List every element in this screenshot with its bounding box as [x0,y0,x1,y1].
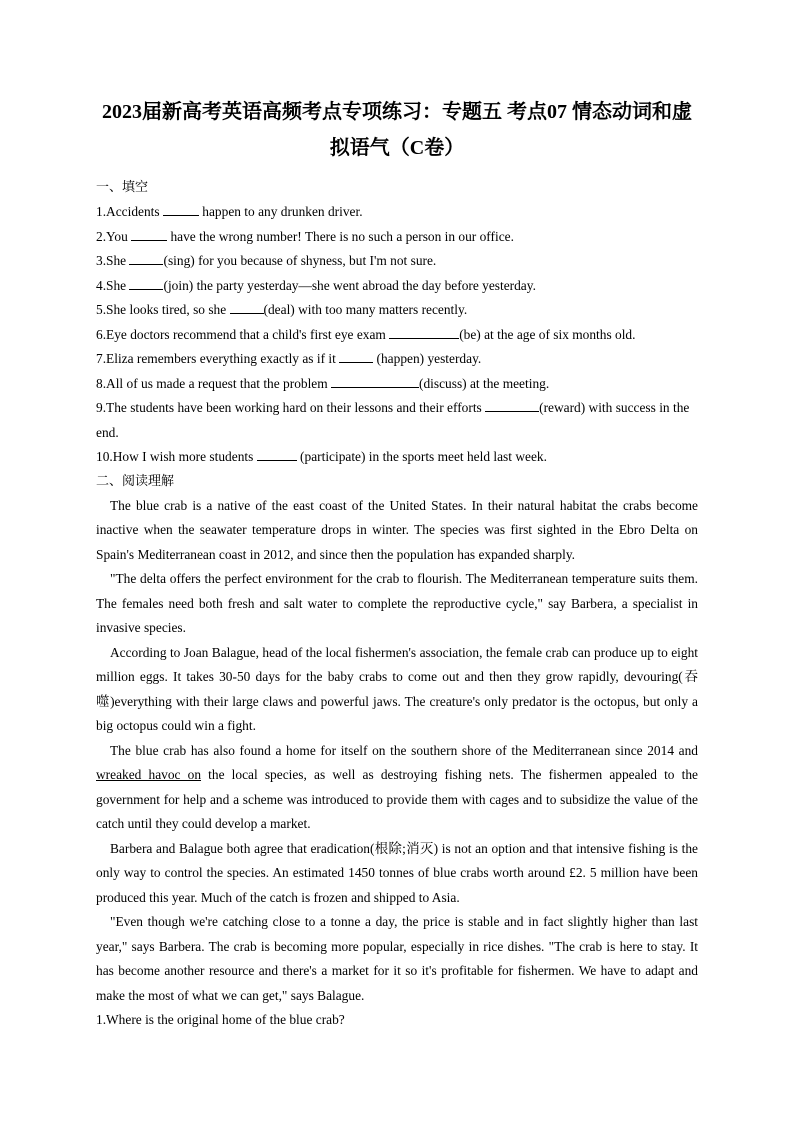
passage-paragraph: The blue crab has also found a home for itself on the southern shore of the Mediterranean since 2014 and wreaked havoc on the local species, as well as destroying fishing nets. The fishermen appealed to the government for help and a scheme was introduced to provide them with cages and to subsidize the value of the catch until they could develop a market. [96,742,698,831]
reading-question: 1.Where is the original home of the blue crab? [96,1012,345,1027]
title-line-2: 拟语气（C卷） [329,137,465,159]
fill-question: 4.She (join) the party yesterday—she went abroad the day before yesterday. [96,277,536,293]
passage-paragraph: According to Joan Balague, head of the local fishermen's association, the female crab can produce up to eight million eggs. It takes 30-50 days for the baby crabs to come out and then they grow rapidly, devouring(吞噬)everything with their large claws and powerful jaws. The creature's only predator is the octopus, but only a big octopus could win a fight. [96,644,698,733]
answer-blank[interactable] [389,326,459,339]
answer-blank[interactable] [131,228,167,241]
passage-paragraph: The blue crab is a native of the east coast of the United States. In their natural habitat the crabs become inactive when the seawater temperature drops in winter. The species was first sighted in the Ebro Delta on Spain's Mediterranean coast in 2012, and since then the population has expanded sharply. [96,497,698,562]
fill-question: 3.She (sing) for you because of shyness, but I'm not sure. [96,253,437,268]
passage-paragraph: "The delta offers the perfect environment for the crab to flourish. The Mediterranean temperature suits them. The females need both fresh and salt water to complete the reproductive cycle," say Barbera, a specialist in invasive species. [96,571,698,635]
fill-question: 9.The students have been working hard on their lessons and their efforts (reward) with success in the end. [96,400,690,440]
title-line-1: 2023届新高考英语高频考点专项练习：专题五 考点07 情态动词和虚 [102,101,692,123]
answer-blank[interactable] [339,350,373,363]
answer-blank[interactable] [257,448,297,461]
answer-blank[interactable] [230,301,264,314]
fill-question: 8.All of us made a request that the problem (discuss) at the meeting. [96,375,550,391]
answer-blank[interactable] [129,252,163,265]
underlined-phrase: wreaked havoc on [96,767,202,782]
section-heading-fill: 一、填空 [96,180,149,195]
passage-paragraph: Barbera and Balague both agree that eradication(根除;消灭) is not an option and that intensive fishing is the only way to control the species. An estimated 1450 tonnes of blue crabs worth around £2. 5 million have been produced this year. Much of the catch is frozen and shipped to Asia. [96,840,698,905]
section-heading-reading: 二、阅读理解 [96,473,175,489]
fill-question: 10.How I wish more students (participate) in the sports meet held last week. [96,449,547,464]
fill-question: 5.She looks tired, so she (deal) with too many matters recently. [96,302,468,317]
document-title [96,94,698,166]
answer-blank[interactable] [129,277,163,290]
answer-blank[interactable] [163,203,199,216]
fill-question: 7.Eliza remembers everything exactly as if it (happen) yesterday. [96,351,482,366]
answer-blank[interactable] [331,375,419,388]
fill-question: 6.Eye doctors recommend that a child's first eye exam (be) at the age of six months old. [96,326,636,342]
fill-question: 1.Accidents happen to any drunken driver. [96,204,363,219]
fill-question: 2.You have the wrong number! There is no such a person in our office. [96,228,514,244]
passage-paragraph: "Even though we're catching close to a tonne a day, the price is stable and in fact slightly higher than last year," says Barbera. The crab is becoming more popular, especially in rice dishes. "The crab is here to stay. It has become another resource and there's a market for it so it's profitable for fishermen. We have to adapt and make the most of what we can get," says Balague. [96,914,698,1003]
answer-blank[interactable] [485,399,539,412]
